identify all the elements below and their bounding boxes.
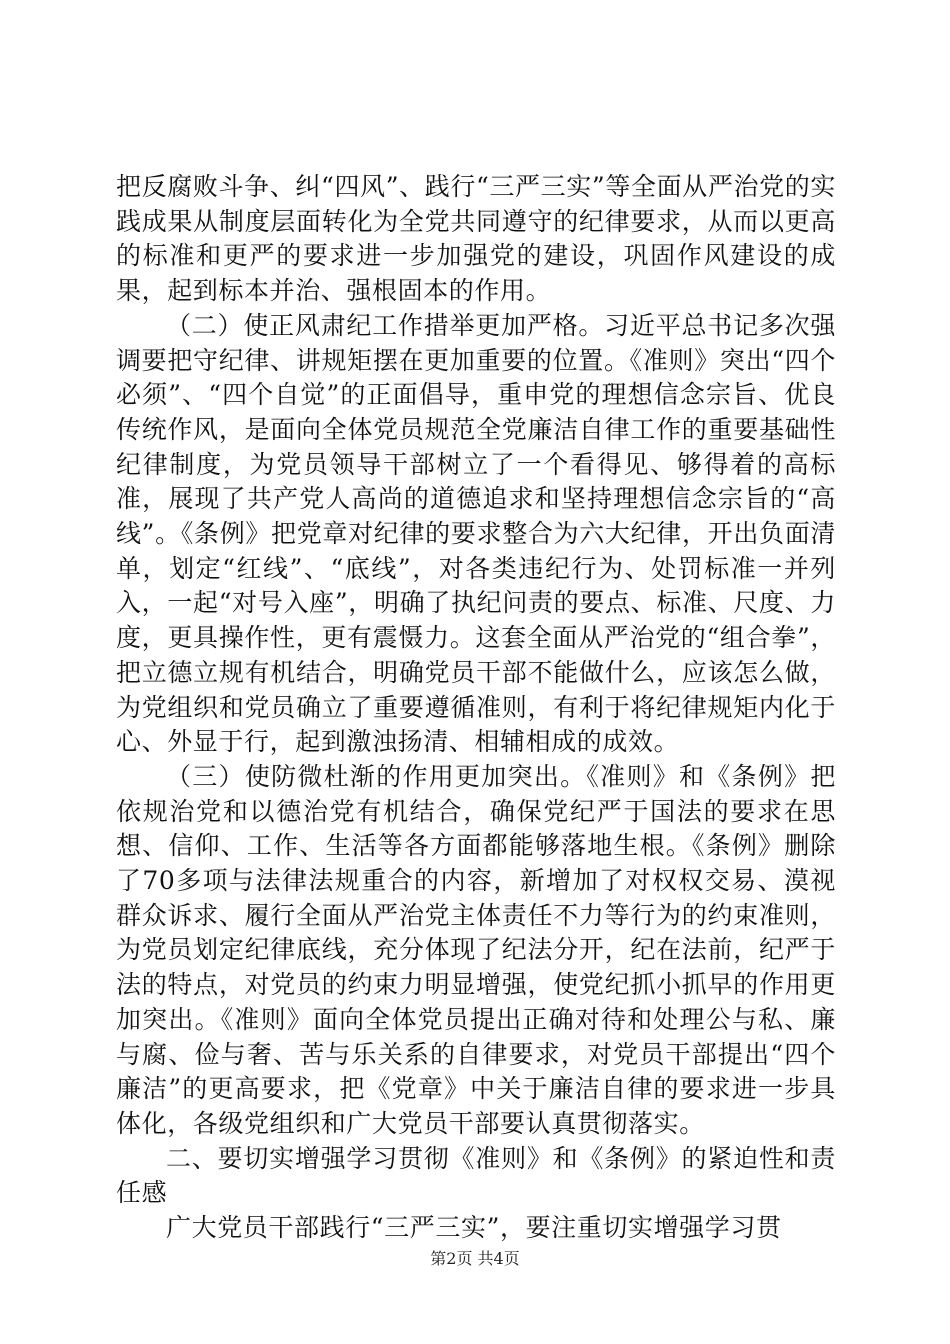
paragraph-section-heading-2-body: 广大党员干部践行“三严三实”，要注重切实增强学习贯 xyxy=(166,1213,782,1243)
document-body xyxy=(116,170,836,1246)
paragraph-section-3: （三）使防微杜渐的作用更加突出。《准则》和《条例》把依规治党和以德治党有机结合，确保党纪严于国法的要求在思想、信仰、工作、生活等各方面都能够落地生根。《条例》删除了70多项与法律法规重合的内容，新增加了对权权交易、漠视群众诉求、履行全面从严治党主体责任不力等行为的约束准则，为党员划定纪律底线，充分体现了纪法分开，纪在法前，纪严于法的特点，对党员的约束力明显增强，使党纪抓小抓早的作用更加突出。《准则》面向全体党员提出正确对待和处理公与私、廉与腐、俭与奢、苦与乐关系的自律要求，对党员干部提出“四个廉洁”的更高要求，把《党章》中关于廉洁自律的要求进一步具体化，各级党组织和广大党员干部要认真贯彻落实。 xyxy=(116,761,836,1138)
paragraph-continuation: 把反腐败斗争、纠“四风”、践行“三严三实”等全面从严治党的实践成果从制度层面转化为全党共同遵守的纪律要求，从而以更高的标准和更严的要求进一步加强党的建设，巩固作风建设的成果，起到标本并治、强根固本的作用。 xyxy=(116,172,836,306)
section-heading-2: 二、要切实增强学习贯彻《准则》和《条例》的紧迫性和责任感 xyxy=(116,1143,836,1208)
paragraph-section-2: （二）使正风肃纪工作措举更加严格。习近平总书记多次强调要把守纪律、讲规矩摆在更加重要的位置。《准则》突出“四个必须”、“四个自觉”的正面倡导，重申党的理想信念宗旨、优良传统作风，是面向全体党员规范全党廉洁自律工作的重要基础性纪律制度，为党员领导干部树立了一个看得见、够得着的高标准，展现了共产党人高尚的道德追求和坚持理想信念宗旨的“高线”。《条例》把党章对纪律的要求整合为六大纪律，开出负面清单，划定“红线”、“底线”，对各类违纪行为、处罚标准一并列入，一起“对号入座”，明确了执纪问责的要点、标准、尺度、力度，更具操作性，更有震慑力。这套全面从严治党的“组合拳”，把立德立规有机结合，明确党员干部不能做什么，应该怎么做，为党组织和党员确立了重要遵循准则，有利于将纪律规矩内化于心、外显于行，起到激浊扬清、相辅相成的成效。 xyxy=(116,310,836,757)
page-number-footer: 第2页 共4页 xyxy=(430,1249,520,1268)
